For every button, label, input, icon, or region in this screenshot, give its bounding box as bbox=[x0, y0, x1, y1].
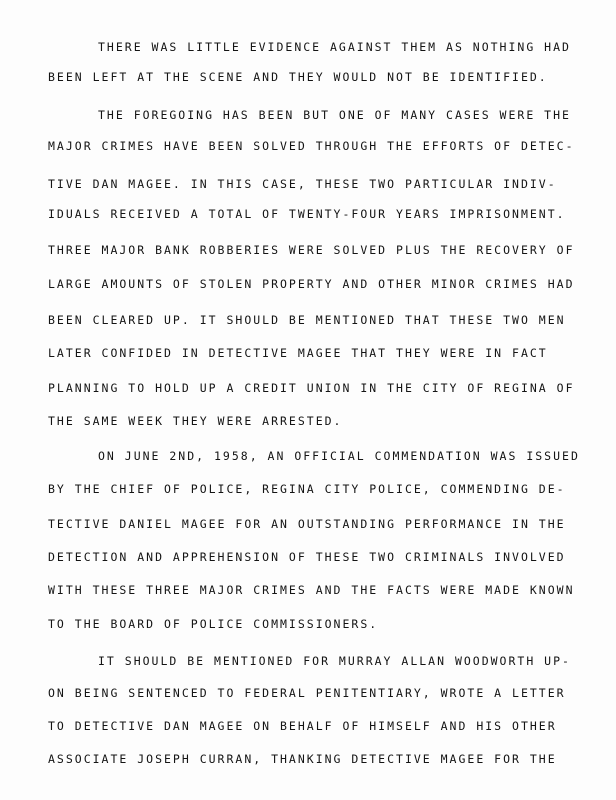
text-line: BEEN LEFT AT THE SCENE AND THEY WOULD NOT BE IDENTIFIED. bbox=[48, 70, 548, 84]
text-line: IT SHOULD BE MENTIONED FOR MURRAY ALLAN WOODWORTH UP- bbox=[98, 654, 571, 668]
text-line: PLANNING TO HOLD UP A CREDIT UNION IN THE CITY OF REGINA OF bbox=[48, 381, 575, 395]
text-line: BY THE CHIEF OF POLICE, REGINA CITY POLICE, COMMENDING DE- bbox=[48, 482, 566, 496]
text-line: THERE WAS LITTLE EVIDENCE AGAINST THEM AS NOTHING HAD bbox=[98, 40, 571, 54]
text-line: TECTIVE DANIEL MAGEE FOR AN OUTSTANDING PERFORMANCE IN THE bbox=[48, 517, 566, 531]
text-line: ON BEING SENTENCED TO FEDERAL PENITENTIARY, WROTE A LETTER bbox=[48, 686, 566, 700]
text-line: TO DETECTIVE DAN MAGEE ON BEHALF OF HIMSELF AND HIS OTHER bbox=[48, 719, 557, 733]
text-line: MAJOR CRIMES HAVE BEEN SOLVED THROUGH THE EFFORTS OF DETEC- bbox=[48, 139, 575, 153]
text-line: TO THE BOARD OF POLICE COMMISSIONERS. bbox=[48, 617, 379, 631]
text-line: THREE MAJOR BANK ROBBERIES WERE SOLVED PLUS THE RECOVERY OF bbox=[48, 243, 575, 257]
text-line: LATER CONFIDED IN DETECTIVE MAGEE THAT THEY WERE IN FACT bbox=[48, 346, 548, 360]
text-line: THE FOREGOING HAS BEEN BUT ONE OF MANY CASES WERE THE bbox=[98, 108, 571, 122]
text-line: IDUALS RECEIVED A TOTAL OF TWENTY-FOUR YEARS IMPRISONMENT. bbox=[48, 207, 566, 221]
text-line: TIVE DAN MAGEE. IN THIS CASE, THESE TWO PARTICULAR INDIV- bbox=[48, 177, 557, 191]
text-line: ASSOCIATE JOSEPH CURRAN, THANKING DETECTIVE MAGEE FOR THE bbox=[48, 752, 557, 766]
text-line: DETECTION AND APPREHENSION OF THESE TWO CRIMINALS INVOLVED bbox=[48, 550, 566, 564]
text-line: THE SAME WEEK THEY WERE ARRESTED. bbox=[48, 414, 343, 428]
text-line: WITH THESE THREE MAJOR CRIMES AND THE FACTS WERE MADE KNOWN bbox=[48, 583, 575, 597]
text-line: BEEN CLEARED UP. IT SHOULD BE MENTIONED THAT THESE TWO MEN bbox=[48, 313, 566, 327]
text-line: ON JUNE 2ND, 1958, AN OFFICIAL COMMENDATION WAS ISSUED bbox=[98, 449, 580, 463]
text-line: LARGE AMOUNTS OF STOLEN PROPERTY AND OTHER MINOR CRIMES HAD bbox=[48, 277, 575, 291]
